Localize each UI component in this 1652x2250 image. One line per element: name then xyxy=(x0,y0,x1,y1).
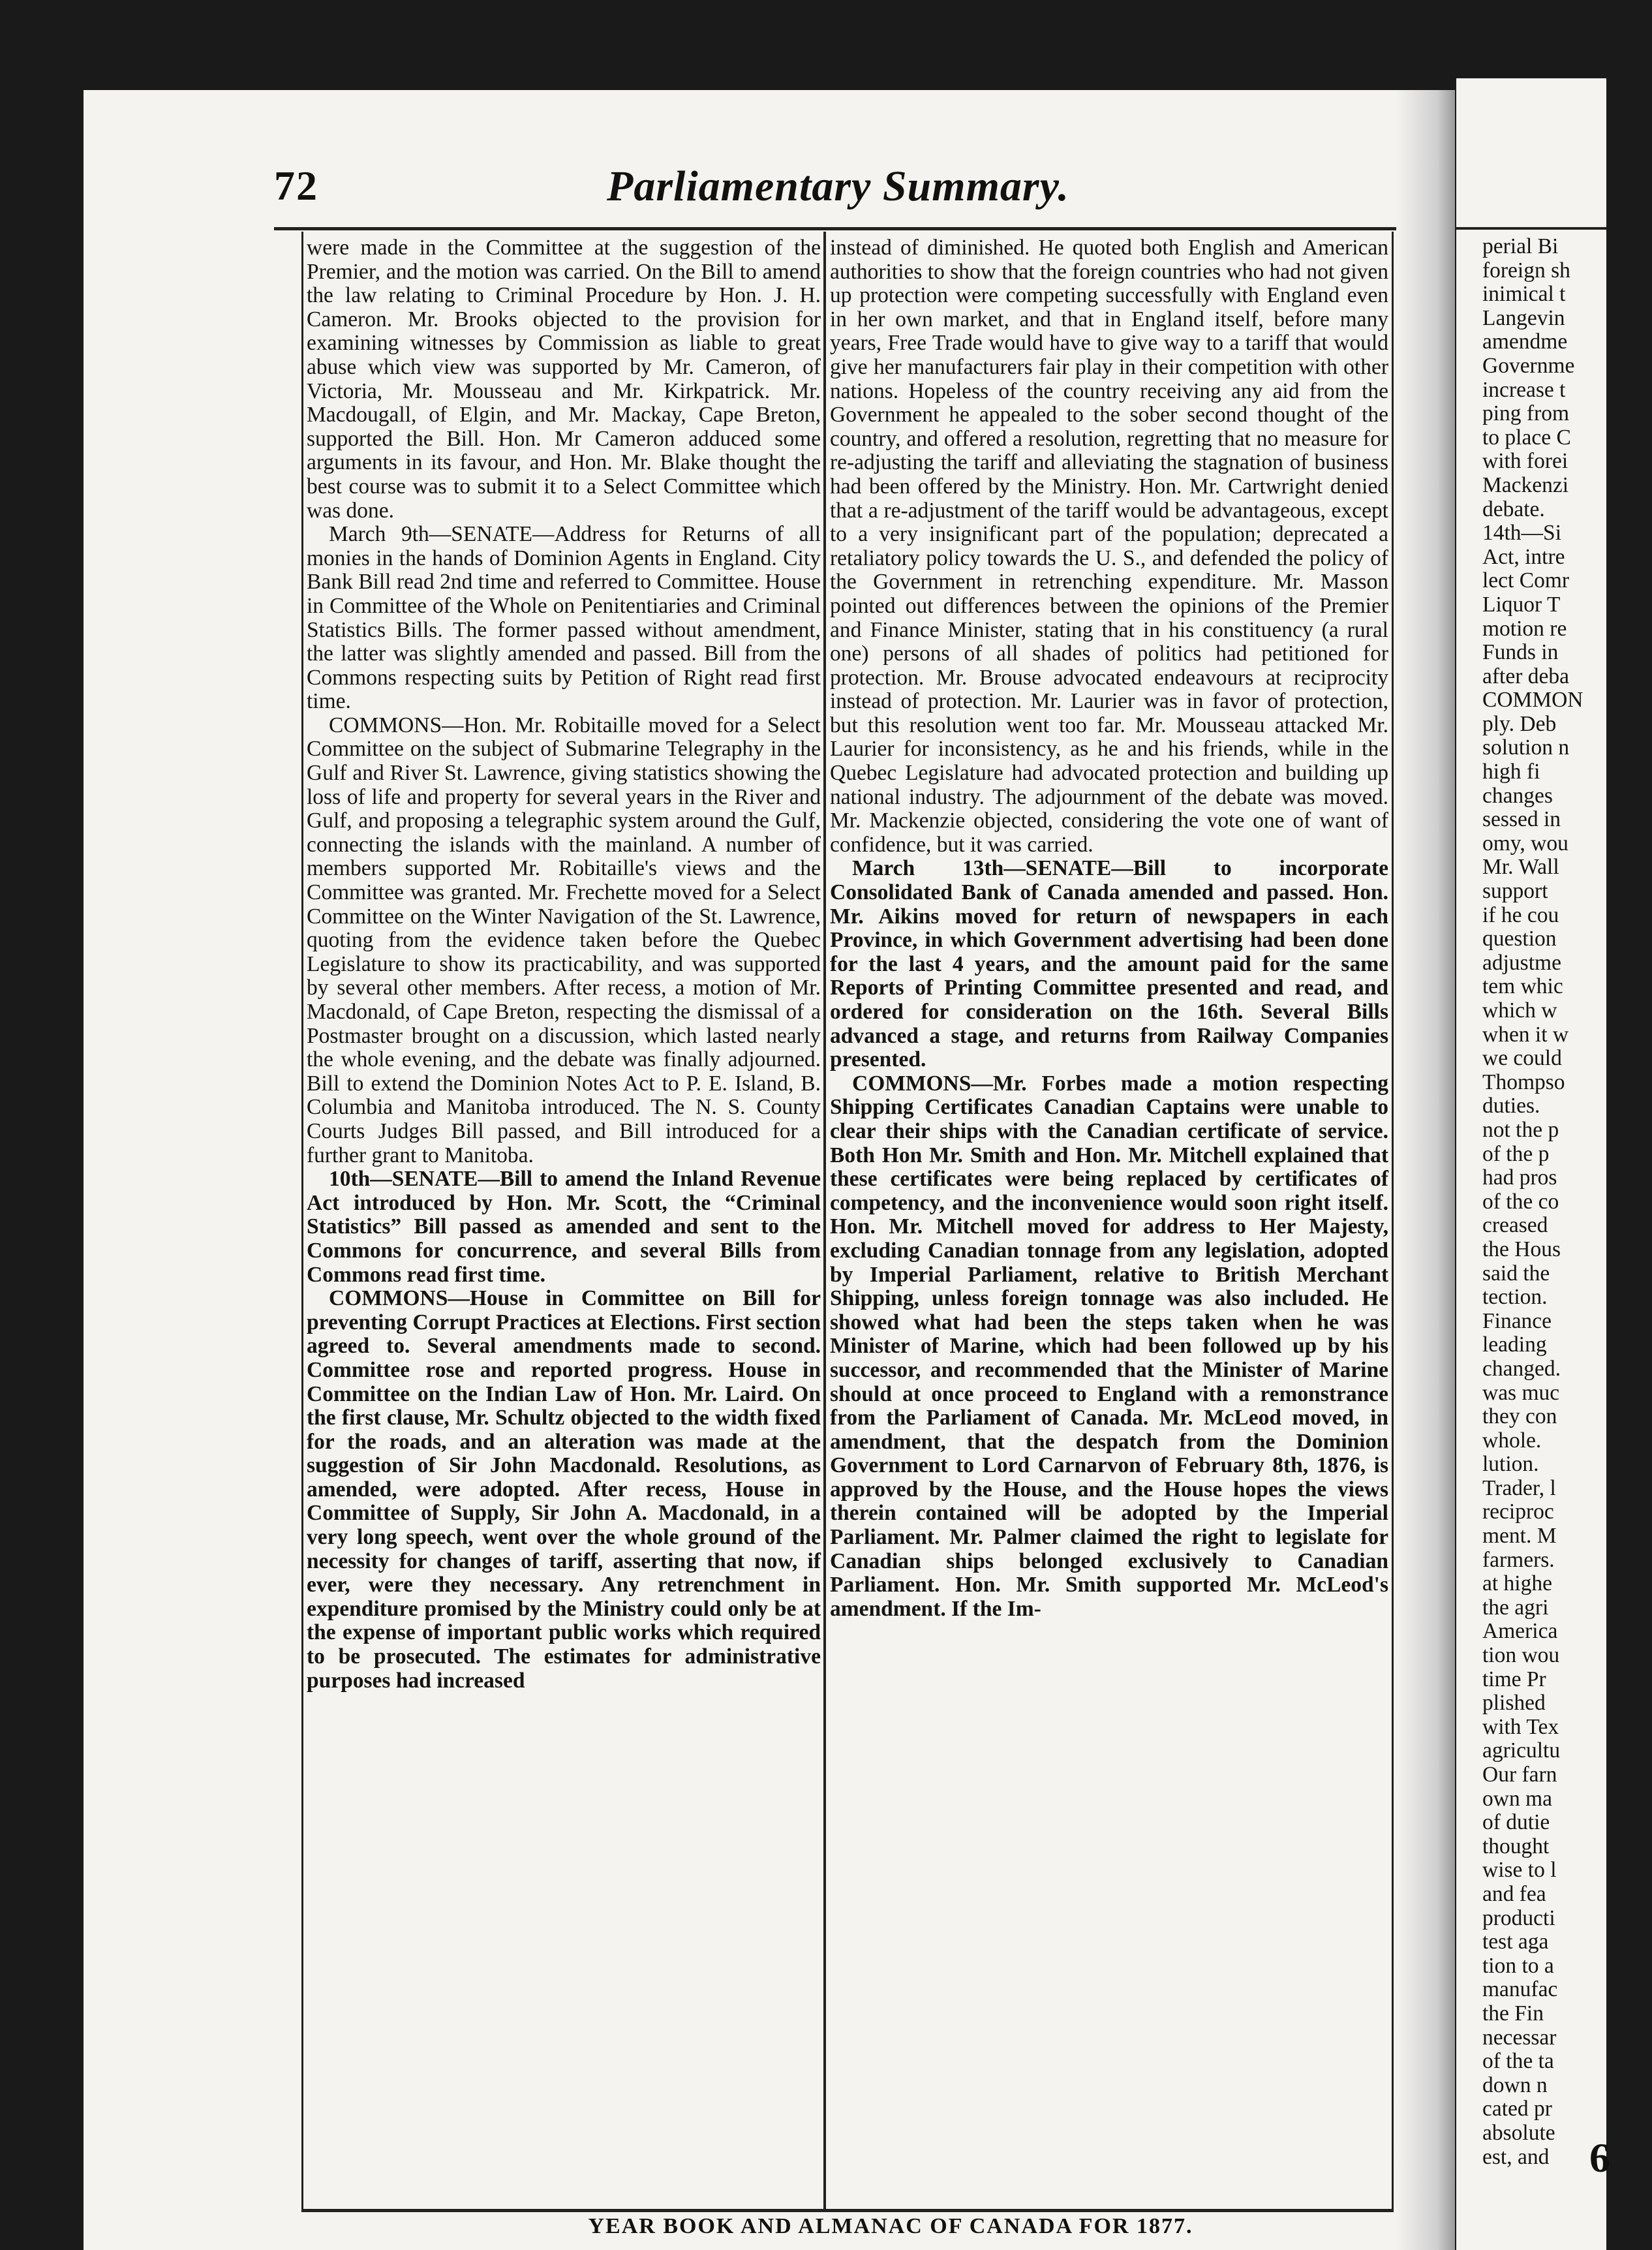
frame-left-rule xyxy=(301,232,303,2212)
facing-page-line: ping from xyxy=(1482,401,1570,426)
facing-page-line: COMMON xyxy=(1482,688,1583,713)
facing-page-line: the Hous xyxy=(1482,1237,1561,1261)
facing-page-line: agricultu xyxy=(1482,1738,1561,1763)
facing-page-line: down n xyxy=(1482,2073,1548,2097)
facing-page-line: the Fin xyxy=(1482,2001,1544,2026)
facing-page-line: of the ta xyxy=(1482,2049,1554,2074)
column-divider xyxy=(823,232,826,2209)
frame-right-rule xyxy=(1392,232,1394,2212)
facing-page-line: duties. xyxy=(1482,1094,1540,1118)
facing-page-line: of dutie xyxy=(1482,1810,1550,1835)
signature-mark: 6 xyxy=(1589,2134,1610,2181)
facing-page-line: increase t xyxy=(1482,377,1566,402)
right-paragraph-1: instead of diminished. He quoted both English and American authorities to show that the foreign countries who had not given up protection were competing successfully with England even in her own market, and that in England itself, before many years, Free Trade would have to give way to a tariff that would give her manufacturers fair play in their competition with other nations. Hopeless of the country receiving any aid from the Government he appealed to the sober second thought of the country, and offered a resolution, regretting that no measure for re-adjusting the tariff and alleviating the stagnation of business had been offered by the Ministry. Hon. Mr. Cartwright denied that a re-adjustment of the tariff would be advantageous, except to a very insignificant part of the population; deprecated a retaliatory policy towards the U. S., and defended the policy of the Government in retrenching expenditure. Mr. Masson pointed out differences between the opinions of the Premier and Finance Minister, stating that in his constituency (a rural one) persons of all shades of politics had petitioned for protection. Mr. Brouse advocated endeavours at reciprocity instead of protection. Mr. Laurier was in favor of protection, but this resolution went too far. Mr. Mousseau attacked Mr. Laurier for inconsistency, as he and his friends, while in the Quebec Legislature had advocated protection and building up national industry. The adjournment of the debate was moved. Mr. Mackenzie objected, considering the vote one of want of confidence, but it was carried. xyxy=(830,236,1388,857)
facing-page-line: producti xyxy=(1482,1905,1555,1930)
left-column xyxy=(307,236,821,2207)
facing-page-line: test aga xyxy=(1482,1930,1549,1954)
facing-page-line: inimical t xyxy=(1482,282,1566,307)
facing-page-line: support xyxy=(1482,879,1548,904)
left-paragraph-3: COMMONS—Hon. Mr. Robitaille moved for a Select Committee on the subject of Submarine Telegraphy in the Gulf and River St. Lawrence, giving statistics showing the loss of life and property for several years in the River and Gulf, and proposing a telegraphic system around the Gulf, connecting the islands with the mainland. A number of members supported Mr. Robitaille's views and the Committee was granted. Mr. Frechette moved for a Select Committee on the Winter Navigation of the St. Lawrence, quoting from the evidence taken before the Quebec Legislature to show its practicability, and was supported by several other members. After recess, a motion of Mr. Macdonald, of Cape Breton, respecting the dismissal of a Postmaster brought on a discussion, which lasted nearly the whole evening, and the debate was finally adjourned. Bill to extend the Dominion Notes Act to P. E. Island, B. Columbia and Manitoba introduced. The N. S. County Courts Judges Bill passed, and Bill introduced for a further grant to Manitoba. xyxy=(307,713,821,1167)
left-paragraph-2: March 9th—SENATE—Address for Returns of all monies in the hands of Dominion Agents in England. City Bank Bill read 2nd time and referred to Committee. House in Committee of the Whole on Penitentiaries and Criminal Statistics Bills. The former passed without amendment, the latter was slightly amended and passed. Bill from the Commons respecting suits by Petition of Right read first time. xyxy=(307,522,821,714)
facing-page-line: time Pr xyxy=(1482,1667,1546,1691)
facing-page-line: motion re xyxy=(1482,616,1567,641)
facing-page-line: not the p xyxy=(1482,1117,1559,1142)
right-paragraph-2: March 13th—SENATE—Bill to incorporate Consolidated Bank of Canada amended and passed. Hon. Mr. Aikins moved for return of newspapers in each Province, in which Government advertising had been done for the last 4 years, and the amount paid for the same Reports of Printing Committee presented and read, and ordered for consideration on the 16th. Several Bills advanced a stage, and returns from Railway Companies presented. xyxy=(830,856,1388,1072)
facing-page-line: with forei xyxy=(1482,449,1568,474)
facing-page-line: tection. xyxy=(1482,1285,1548,1310)
facing-page-line: ply. Deb xyxy=(1482,711,1557,736)
facing-page-line: Trader, l xyxy=(1482,1475,1556,1500)
facing-page-line: creased xyxy=(1482,1213,1548,1238)
facing-page xyxy=(1456,78,1606,2250)
facing-page-line: own ma xyxy=(1482,1786,1552,1811)
right-column xyxy=(830,236,1388,2207)
facing-page-line: high fi xyxy=(1482,760,1540,784)
page-header xyxy=(268,150,1390,222)
facing-page-line: tion to a xyxy=(1482,1953,1554,1978)
page-number: 72 xyxy=(274,162,318,209)
facing-page-line: omy, wou xyxy=(1482,831,1568,855)
facing-page-line: said the xyxy=(1482,1261,1550,1286)
left-paragraph-1: were made in the Committee at the suggestion of the Premier, and the motion was carried. On the Bill to amend the law relating to Criminal Procedure by Hon. J. H. Cameron. Mr. Brooks objected to the provision for examining witnesses by Commission as liable to great abuse which view was supported by Mr. Cameron, of Victoria, Mr. Mousseau and Mr. Kirkpatrick. Mr. Macdougall, of Elgin, and Mr. Mackay, Cape Breton, supported the Bill. Hon. Mr Cameron adduced some arguments in its favour, and Hon. Mr. Blake thought the best course was to submit it to a Select Committee which was done. xyxy=(307,236,821,523)
facing-page-line: tem whic xyxy=(1482,974,1563,999)
facing-page-line: tion wou xyxy=(1482,1643,1560,1668)
facing-page-line: solution n xyxy=(1482,735,1570,760)
facing-page-line: cated pr xyxy=(1482,2097,1552,2121)
left-paragraph-5: COMMONS—House in Committee on Bill for preventing Corrupt Practices at Elections. First section agreed to. Several amendments made to second. Committee rose and reported progress. House in Committee on the Indian Law of Hon. Mr. Laird. On the first clause, Mr. Schultz objected to the width fixed for the roads, and an alteration was made at the suggestion of Sir John Macdonald. Resolutions, as amended, were adopted. After recess, House in Committee of Supply, Sir John A. Macdonald, in a very long speech, went over the whole ground of the necessity for changes of tariff, asserting that now, if ever, were they necessary. Any retrenchment in expenditure promised by the Ministry could only be at the expense of important public works which required to be prosecuted. The estimates for administrative purposes had increased xyxy=(307,1286,821,1693)
facing-page-line: amendme xyxy=(1482,330,1568,354)
facing-page-line: if he cou xyxy=(1482,902,1559,927)
facing-page-line: 14th—Si xyxy=(1482,521,1561,546)
facing-page-line: Liquor T xyxy=(1482,592,1561,617)
left-paragraph-4: 10th—SENATE—Bill to amend the Inland Revenue Act introduced by Hon. Mr. Scott, the “Criminal Statistics” Bill passed as amended and sent to the Commons for concurrence, and several Bills from Commons read first time. xyxy=(307,1167,821,1287)
facing-page-line: ment. M xyxy=(1482,1524,1557,1549)
facing-page-line: the agri xyxy=(1482,1595,1549,1620)
facing-page-line: Thompso xyxy=(1482,1070,1565,1094)
facing-page-line: question xyxy=(1482,927,1557,951)
facing-page-line: sessed in xyxy=(1482,807,1561,832)
facing-page-line: America xyxy=(1482,1619,1558,1644)
facing-page-line: Act, intre xyxy=(1482,544,1565,569)
facing-page-line: whole. xyxy=(1482,1428,1542,1453)
footer-imprint: YEAR BOOK AND ALMANAC OF CANADA FOR 1877. xyxy=(588,2214,1193,2238)
facing-page-line: Finance xyxy=(1482,1308,1552,1333)
facing-page-rule xyxy=(1456,227,1606,230)
facing-page-line: and fea xyxy=(1482,1881,1546,1906)
facing-page-line: leading xyxy=(1482,1333,1547,1357)
facing-page-line: of the p xyxy=(1482,1141,1550,1166)
facing-page-line: at highe xyxy=(1482,1571,1552,1596)
facing-page-line: changed. xyxy=(1482,1356,1561,1381)
footer-rule xyxy=(303,2209,1393,2212)
facing-page-line: perial Bi xyxy=(1482,234,1559,258)
facing-page-line: Mr. Wall xyxy=(1482,855,1559,880)
facing-page-line: reciproc xyxy=(1482,1500,1554,1524)
facing-page-line: farmers. xyxy=(1482,1547,1555,1572)
facing-page-line: when it w xyxy=(1482,1022,1569,1047)
running-title: Parliamentary Summary. xyxy=(607,162,1069,210)
facing-page-text xyxy=(1482,235,1652,2169)
facing-page-line: manufac xyxy=(1482,1977,1558,2002)
facing-page-line: est, and xyxy=(1482,2144,1550,2169)
facing-page-line: had pros xyxy=(1482,1165,1557,1190)
facing-page-line: we could xyxy=(1482,1046,1562,1071)
facing-page-line: plished xyxy=(1482,1691,1546,1716)
facing-page-line: Langevin xyxy=(1482,305,1565,330)
facing-page-line: they con xyxy=(1482,1404,1557,1429)
facing-page-line: Our farn xyxy=(1482,1763,1557,1787)
header-rule xyxy=(274,227,1396,230)
facing-page-line: which w xyxy=(1482,998,1557,1023)
facing-page-line: lution. xyxy=(1482,1452,1539,1477)
facing-page-line: of the co xyxy=(1482,1189,1559,1214)
facing-page-line: debate. xyxy=(1482,497,1545,521)
binding-gutter xyxy=(1396,90,1455,2250)
right-paragraph-3: COMMONS—Mr. Forbes made a motion respecting Shipping Certificates Canadian Captains were unable to clear their ships with the Canadian certificate of service. Both Hon Mr. Smith and Hon. Mr. Mitchell explained that these certificates were being replaced by certificates of competency, and the inconvenience would soon right itself. Hon. Mr. Mitchell moved for address to Her Majesty, excluding Canadian tonnage from any legislation, adopted by Imperial Parliament, relative to British Merchant Shipping, unless foreign tonnage was also included. He showed what had been the steps taken when he was Minister of Marine, which had been followed up by his successor, and recommended that the Minister of Marine should at once proceed to England with a remonstrance from the Parliament of Canada. Mr. McLeod moved, in amendment, that the despatch from the Dominion Government to Lord Carnarvon of February 8th, 1876, is approved by the House, and the House hopes the views therein contained will be adopted by the Imperial Parliament. Mr. Palmer claimed the right to legislate for Canadian ships belonged exclusively to Canadian Parliament. Hon. Mr. Smith supported Mr. McLeod's amendment. If the Im- xyxy=(830,1071,1388,1621)
facing-page-line: adjustme xyxy=(1482,950,1561,975)
facing-page-line: with Tex xyxy=(1482,1714,1559,1739)
facing-page-line: after deba xyxy=(1482,664,1569,688)
facing-page-line: absolute xyxy=(1482,2120,1555,2145)
facing-page-line: Funds in xyxy=(1482,640,1559,665)
facing-page-line: foreign sh xyxy=(1482,258,1570,283)
facing-page-line: lect Comr xyxy=(1482,568,1570,593)
facing-page-line: was muc xyxy=(1482,1380,1560,1405)
facing-page-line: necessar xyxy=(1482,2025,1557,2050)
facing-page-line: Mackenzi xyxy=(1482,472,1569,497)
facing-page-line: to place C xyxy=(1482,425,1571,450)
facing-page-line: wise to l xyxy=(1482,1858,1557,1883)
facing-page-line: Governme xyxy=(1482,353,1575,378)
facing-page-line: changes xyxy=(1482,783,1553,808)
facing-page-line: thought xyxy=(1482,1834,1550,1858)
